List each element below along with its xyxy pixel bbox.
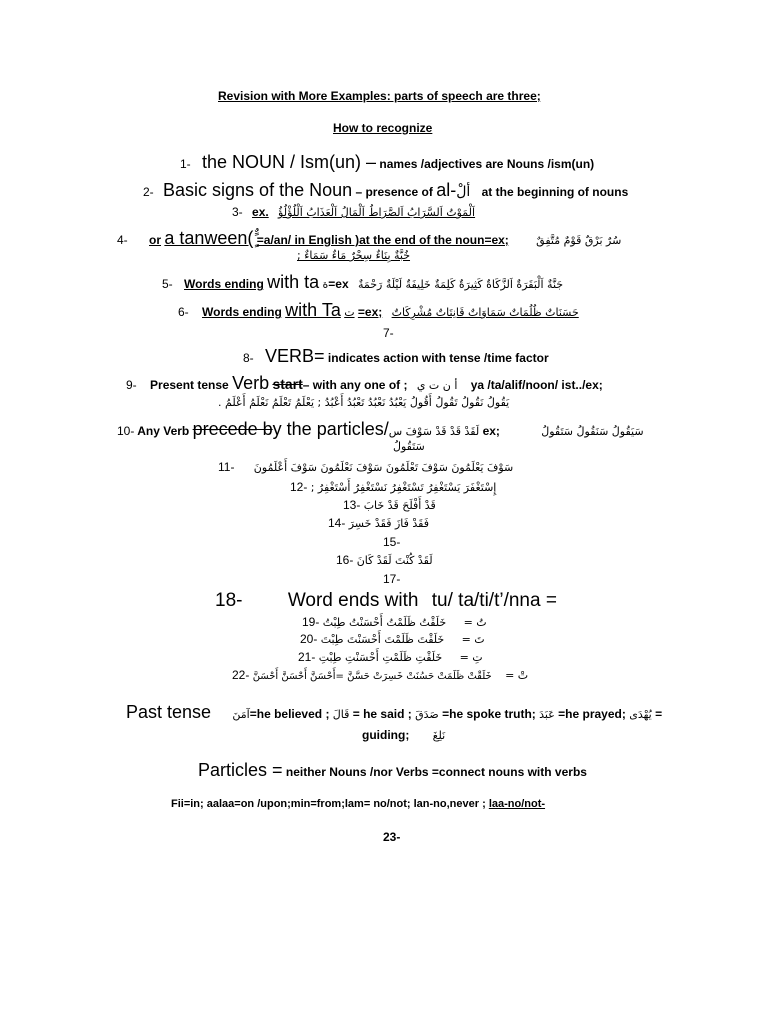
arabic-examples: خَلَقْتْ ظَلَمَتْ حَسُنَتْ خَسِرَتْ حَسَّنَّ =أَحْسَنَّ أَحْسَنَّ أَحْسَنَّ (252, 671, 492, 682)
line-text: neither Nouns /nor Verbs =connect nouns with verbs (285, 765, 587, 779)
line-13 (343, 498, 436, 512)
heading-past-tense: Past tense (126, 702, 212, 722)
arabic-word: يُهْدَى (629, 708, 652, 721)
line-text: or (149, 233, 162, 247)
line-text: Words ending (184, 277, 264, 291)
line-18 (215, 590, 557, 613)
arabic-examples: إِسْتَغْفَرَ يَسْتَغْفِرُ تَسْتَغْفِرُ نَسْتَغْفِرُ أَسْتَغْفِرُ ; (310, 481, 497, 494)
line-number: 8- (243, 351, 254, 365)
past-tense-line (126, 702, 662, 724)
line-number: 16- (336, 553, 354, 567)
line-8 (243, 346, 549, 368)
arabic-ending: تِ = (459, 651, 483, 664)
line-5 (162, 272, 563, 294)
line-number: 11- (218, 460, 235, 474)
line-text: =he spoke truth; (442, 707, 536, 721)
line-19 (302, 615, 487, 629)
arabic-examples: قَدْ أَفْلَحَ قَدْ خَابَ (363, 499, 436, 512)
line-14 (328, 516, 429, 530)
line-number: 6- (178, 305, 189, 319)
arabic-examples: خَلَقْتِ ظَلَمْتِ أَحْسَنْتِ طِبْتِ (318, 651, 443, 664)
line-number: 3- (232, 205, 243, 219)
line-number: 22- (232, 668, 250, 682)
fii-line (171, 798, 545, 811)
page-title: Revision with More Examples: parts of speech are three; (218, 89, 541, 103)
heading-noun: the NOUN / Ism(un) – (202, 152, 377, 172)
line-text: at the beginning of nouns (481, 185, 629, 199)
particles-line (198, 760, 587, 782)
line-1 (180, 152, 594, 174)
heading-endings: tu/ ta/ti/t’/nna = (431, 590, 557, 611)
arabic-examples: سَيَقُولُ سَنَقُولُ سَتَقُولُ (541, 425, 644, 438)
line-10 (117, 419, 644, 441)
arabic-examples: خَلَقْتُ ظَلَمْتُ أَحْسَنْتُ طِبْتُ (322, 616, 447, 629)
line-text: names /adjectives are Nouns /ism(un) (379, 157, 595, 171)
line-text: – presence of (355, 185, 433, 199)
arabic-examples: جَنَّةٌ اَلْبَقَرَةٌ اَلزَّكَاةٌ كَثِيرَةٌ كَلِمَةٌ خَلِيفَةٌ لَيْلَةٌ رَحْمَةٌ (357, 278, 564, 291)
arabic-particles: لَقَدْ قَدْ قَدْ سَوْفَ س (388, 425, 480, 438)
line-text: =a/an/ in English )at the end of the noun=ex; (256, 233, 509, 247)
page-subtitle: How to recognize (333, 121, 433, 135)
al-text: al- (436, 180, 457, 200)
line-15: 15- (383, 535, 401, 549)
line-3 (232, 205, 475, 219)
arabic-word: قَالَ (332, 708, 350, 721)
line-number: 18- (215, 590, 243, 611)
arabic-examples: فَقَدْ فَازَ فَقَدْ خَسِرَ (348, 517, 429, 530)
line-2 (143, 180, 628, 202)
arabic-word: نَلِغَ (432, 729, 446, 742)
heading-particles-def: Particles = (198, 760, 283, 780)
line-text: Fii=in; aalaa=on /upon;min=from;lam= no/not; lan-no,never ; (171, 798, 486, 810)
underlined-text: laa-no/not- (488, 798, 546, 810)
line-number: 5- (162, 277, 173, 291)
heading-with-Ta: with Ta (285, 300, 341, 320)
line-text: indicates action with tense /time factor (327, 351, 549, 365)
line-number: 13- (343, 498, 361, 512)
heading-tanween: a tanween( (164, 228, 254, 248)
arabic-word: عَبَدَ (539, 708, 555, 721)
arabic-word: آمَنَ (232, 708, 250, 721)
arabic-letters: أ ن ت ي (416, 379, 458, 392)
line-number: 10- (117, 424, 135, 438)
line-21 (298, 650, 483, 664)
line-number: 19- (302, 615, 320, 629)
line-text: =ex; (357, 305, 383, 319)
line-text: ex; (482, 424, 500, 438)
line-number: 2- (143, 185, 154, 199)
line-10-arabic-continuation: سَتَقُولُ (393, 440, 425, 453)
line-text: =ex (328, 277, 349, 291)
line-4-arabic-continuation: خُبَّةٌ بِنَاءٌ سِحْرٌ مَاءٌ سَمَاءٌ ; (297, 249, 411, 262)
line-17: 17- (383, 572, 401, 586)
line-text: – with any one of ; (302, 378, 408, 392)
struck-text: precede b (192, 419, 273, 439)
heading-word-ends: Word ends with (287, 590, 419, 611)
line-text: =he believed ; (249, 707, 330, 721)
arabic-examples: سُرٌ بَرْقٌ قَوْمٌ مُتَّفِقٌ (536, 234, 622, 247)
heading-particles: y the particles/ (272, 419, 389, 439)
struck-text: start (272, 376, 303, 392)
ex-label: ex. (252, 205, 269, 219)
line-22 (232, 668, 528, 683)
heading-verb-2: Verb (232, 373, 270, 393)
line-number: 1- (180, 157, 191, 171)
line-20 (300, 632, 485, 646)
arabic-examples: سَوْفَ يَعْلَمُونَ سَوْفَ تَعْلَمُونَ سَوْفَ نَعْلَمُونَ سَوْفَ أَعْلَمُونَ (253, 461, 514, 474)
line-text: Words ending (202, 305, 282, 319)
line-number: 20- (300, 632, 318, 646)
arabic-al: ألْ (456, 184, 471, 200)
arabic-word: صَدَقَ (415, 708, 439, 721)
line-number: 4- (117, 233, 128, 247)
line-7: 7- (383, 326, 394, 340)
arabic-examples: خَلَقْتَ ظَلَمْتَ أَحْسَنْتَ طِبْتَ (320, 633, 445, 646)
line-6 (178, 300, 579, 322)
arabic-examples: حَسَنَاتٌ ظُلُمَاتٌ سَمَاوَاتٌ قَانِتَاتٌ مُشْرِكَاتٌ (391, 306, 579, 319)
line-text: ya /ta/alif/noon/ ist../ex; (470, 378, 603, 392)
heading-basic-signs: Basic signs of the Noun (163, 180, 353, 200)
arabic-ending: تُ = (463, 616, 487, 629)
line-number: 21- (298, 650, 316, 664)
line-9-arabic-examples: يَقُولُ نَقُولُ تَقُولُ أَقُولُ يَعْبُدُ نَعْبُدُ تَعْبُدُ أَعْبُدُ ; يَعْلَمُ تَعْلَمُ نَعْلَمُ أَعْلَمُ . (218, 396, 510, 409)
arabic-ending: تَ = (461, 633, 485, 646)
heading-verb: VERB= (265, 346, 325, 366)
line-23: 23- (383, 830, 401, 844)
line-number: 9- (126, 378, 137, 392)
line-16 (336, 553, 433, 567)
line-4 (117, 228, 621, 250)
line-number: 12- (290, 480, 308, 494)
past-tense-continuation (362, 728, 445, 742)
line-11 (218, 460, 513, 474)
arabic-examples: لَقَدْ كُنْتَ لَقَدْ كَانَ (356, 554, 433, 567)
line-text: Any Verb (137, 424, 190, 438)
arabic-ending: تْ = (505, 669, 529, 682)
line-text: = (655, 707, 663, 721)
line-number: 14- (328, 516, 346, 530)
heading-with-ta: with ta (267, 272, 320, 292)
line-text: = he said ; (352, 707, 412, 721)
arabic-ta-marbuta: ة (322, 278, 329, 291)
line-9 (126, 373, 603, 395)
line-text: guiding; (362, 728, 410, 742)
line-text: =he prayed; (558, 707, 626, 721)
line-12 (290, 480, 496, 494)
arabic-ta: ت (344, 306, 355, 319)
line-text: Present tense (150, 378, 229, 392)
arabic-examples: اَلْمَوْتُ اَلسَّرَابُ اَلصَّرَاطُ اَلْمَالُ اَلْعَذَابُ اَلْلُؤْلُؤُ (278, 206, 476, 219)
